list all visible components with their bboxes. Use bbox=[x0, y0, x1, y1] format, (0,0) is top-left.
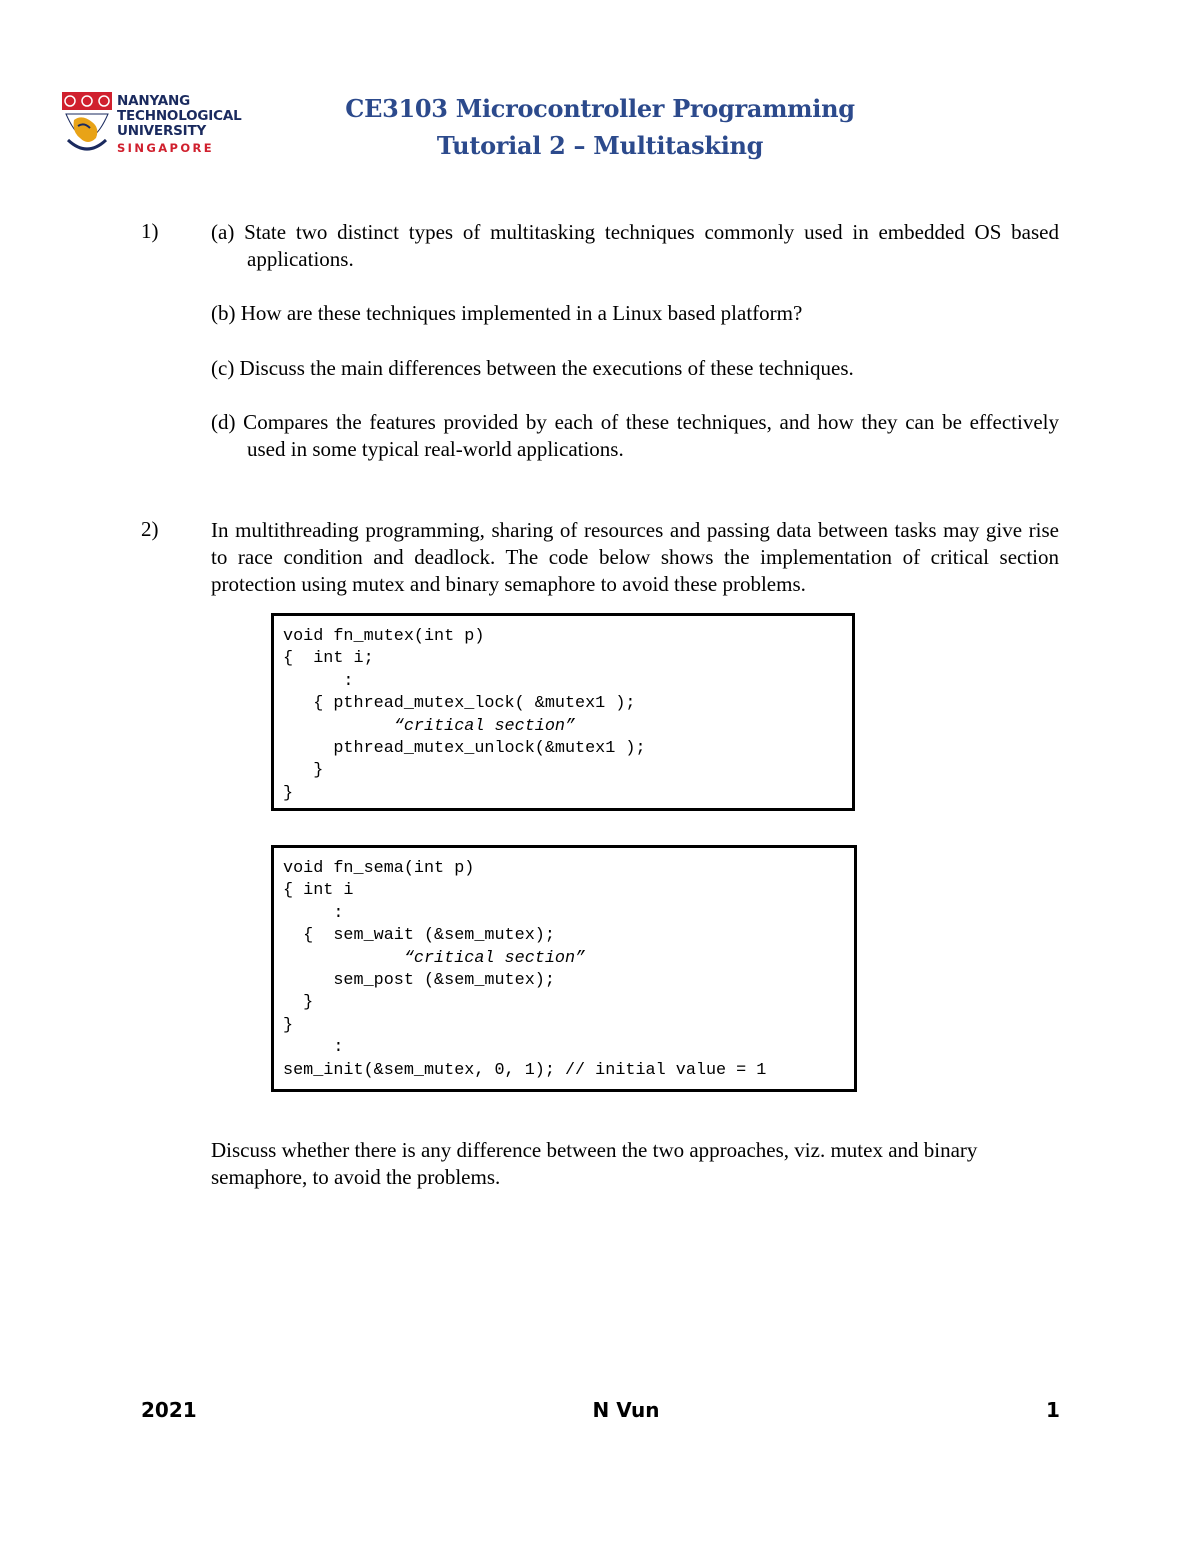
code-semaphore bbox=[283, 858, 854, 1082]
code-line: } bbox=[283, 761, 324, 781]
question-1d: (d) Compares the features provided by each of these techniques, and how they can be effectively used in some typical real-world applications. bbox=[211, 410, 1059, 461]
logo-line-university: UNIVERSITY bbox=[117, 123, 207, 139]
logo-line-technological: TECHNOLOGICAL bbox=[117, 108, 242, 124]
document-title: CE3103 Microcontroller Programming bbox=[345, 94, 855, 123]
code-line: } bbox=[283, 783, 294, 803]
code-line: { pthread_mutex_lock( &mutex1 ); bbox=[283, 694, 636, 714]
code-line: { sem_wait (&sem_mutex); bbox=[283, 926, 555, 946]
code-box-mutex bbox=[271, 613, 855, 811]
code-line-critical-section: “critical section” bbox=[283, 716, 576, 736]
code-mutex bbox=[283, 626, 852, 805]
question-2-number: 2) bbox=[141, 517, 159, 541]
code-line: { int i; bbox=[283, 649, 374, 669]
document-subtitle: Tutorial 2 – Multitasking bbox=[436, 131, 764, 160]
code-line: pthread_mutex_unlock(&mutex1 ); bbox=[283, 738, 646, 758]
question-2-intro: In multithreading programming, sharing of resources and passing data between tasks may give rise to race condition and deadlock. The code below shows the implementation of critical section protection using mutex and binary semaphore to avoid these problems. bbox=[211, 518, 1059, 596]
footer-year: 2021 bbox=[141, 1398, 197, 1422]
code-line: : bbox=[283, 1038, 344, 1058]
question-1a: (a) State two distinct types of multitasking techniques commonly used in embedded OS based applications. bbox=[211, 220, 1059, 271]
question-1-number: 1) bbox=[141, 219, 159, 243]
footer-page-number: 1 bbox=[1046, 1398, 1060, 1422]
logo-line-singapore: SINGAPORE bbox=[117, 141, 215, 155]
code-box-semaphore bbox=[271, 845, 857, 1092]
code-line: : bbox=[283, 903, 344, 923]
code-line: } bbox=[283, 1015, 294, 1035]
footer-author: N Vun bbox=[592, 1398, 660, 1422]
question-1b: (b) How are these techniques implemented in a Linux based platform? bbox=[211, 301, 803, 325]
code-line: void fn_sema(int p) bbox=[283, 859, 475, 878]
code-line: void fn_mutex(int p) bbox=[283, 627, 485, 646]
code-line: : bbox=[283, 671, 354, 691]
code-line-critical-section: “critical section” bbox=[283, 948, 586, 968]
code-line: } bbox=[283, 993, 314, 1013]
question-2-discussion: Discuss whether there is any difference between the two approaches, viz. mutex and binary semaphore, to avoid the problems. bbox=[211, 1138, 978, 1189]
code-line: sem_post (&sem_mutex); bbox=[283, 970, 555, 990]
question-1c: (c) Discuss the main differences between the executions of these techniques. bbox=[211, 356, 854, 380]
code-line: { int i bbox=[283, 881, 354, 901]
code-line: sem_init(&sem_mutex, 0, 1); // initial value = 1 bbox=[283, 1060, 767, 1080]
logo-line-nanyang: NANYANG bbox=[117, 93, 190, 109]
